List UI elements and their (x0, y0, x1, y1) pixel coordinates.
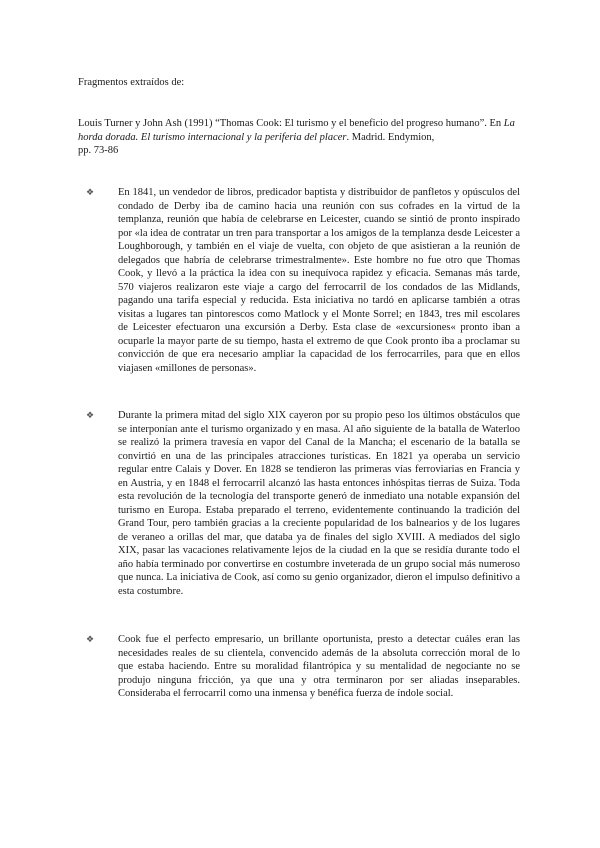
paragraph-1: En 1841, un vendedor de libros, predicador baptista y distribuidor de panfletos y opúsculos del condado de Derby iba de camino hacia una reunión con sus cofrades en la virtud de la templanza, reunión que había de celebrarse en Leicester, cuando se sintió de pronto inspirado por «la idea de contratar un tren para transportar a los amigos de la templanza desde Leicester a Loughborough, y también en el viaje de vuelta, con objeto de que asistieran a la reunión de delegados que habría de celebrarse trimestralmente». Este hombre no fue otro que Thomas Cook, y llevó a la práctica la idea con su inequívoca rapidez y eficacia. Semanas más tarde, 570 viajeros realizaron este viaje a cargo del ferrocarril de los condados de las Midlands, pagando una tarifa especial y reducida. Esta iniciativa no tardó en aplicarse también a otras visitas a lugares tan pintorescos como Matlock y el Monte Sorrel; en 1843, tres mil escolares de Leicester efectuaron una excursión a Derby. Esta clase de «excursiones« pronto iban a ocuparle la mayor parte de su tiempo, hasta el extremo de que Cook pronto iba a proclamar su convicción de que era necesario ampliar la capacidad de los ferrocarriles, para que en ellos viajasen «millones de personas». (118, 187, 520, 374)
paragraph-2: Durante la primera mitad del siglo XIX cayeron por su propio peso los últimos obstáculos que se interponían ante el turismo organizado y en masa. Al año siguiente de la batalla de Waterloo se realizó la primera travesía en vapor del Canal de la Mancha; el escenario de la batalla se convirtió en una de las principales atracciones turísticas. En 1821 ya operaba un servicio regular entre Calais y Dover. En 1828 se tendieron las primeras vías ferroviarias en Francia y en Austria, y en 1848 el ferrocarril alcanzó las hasta entonces inhóspitas tierras de Suiza. Toda esta revolución de la tecnología del transporte generó de inmediato una notable expansión del turismo en Europa. Estaba preparado el terreno, evidentemente continuando la tradición del Grand Tour, pero también gracias a la creciente popularidad de los balnearios y de los lugares de veraneo a orillas del mar, que databa ya de finales del siglo XVIII. A mediados del siglo XIX, pasar las vacaciones relativamente lejos de la ciudad en la que se residía durante todo el año había terminado por convertirse en costumbre inveterada de un grupo social más numeroso que nunca. La iniciativa de Cook, así como su genio organizador, dieron el impulso definitivo a esta costumbre. (118, 410, 520, 597)
paragraph-3: Cook fue el perfecto empresario, un brillante oportunista, presto a detectar cuáles eran las necesidades reales de su clientela, convencido además de la absoluta corrección moral de lo que estaba haciendo. Entre su moralidad filantrópica y su mentalidad de negociante no se produjo ninguna fricción, ya que una y otra terminaron por ser aliadas inseparables. Consideraba el ferrocarril como una inmensa y benéfica fuerza de índole social. (118, 634, 520, 699)
citation-book-title: La horda dorada. El turismo internacional y la periferia del placer (78, 118, 515, 143)
citation-publisher: . Madrid. Endymion, (346, 131, 435, 143)
source-citation (78, 117, 524, 158)
citation-in-prefix: En (489, 118, 502, 129)
diamond-bullet-icon: ❖ (86, 410, 95, 420)
citation-pages: pp. 73-86 (78, 145, 119, 156)
page-heading: Fragmentos extraídos de: (78, 77, 185, 88)
citation-authors-title: Louis Turner y John Ash (1991) “Thomas Cook: El turismo y el beneficio del progreso humano”. (78, 118, 487, 129)
diamond-bullet-icon: ❖ (86, 187, 95, 197)
diamond-bullet-icon: ❖ (86, 634, 95, 644)
